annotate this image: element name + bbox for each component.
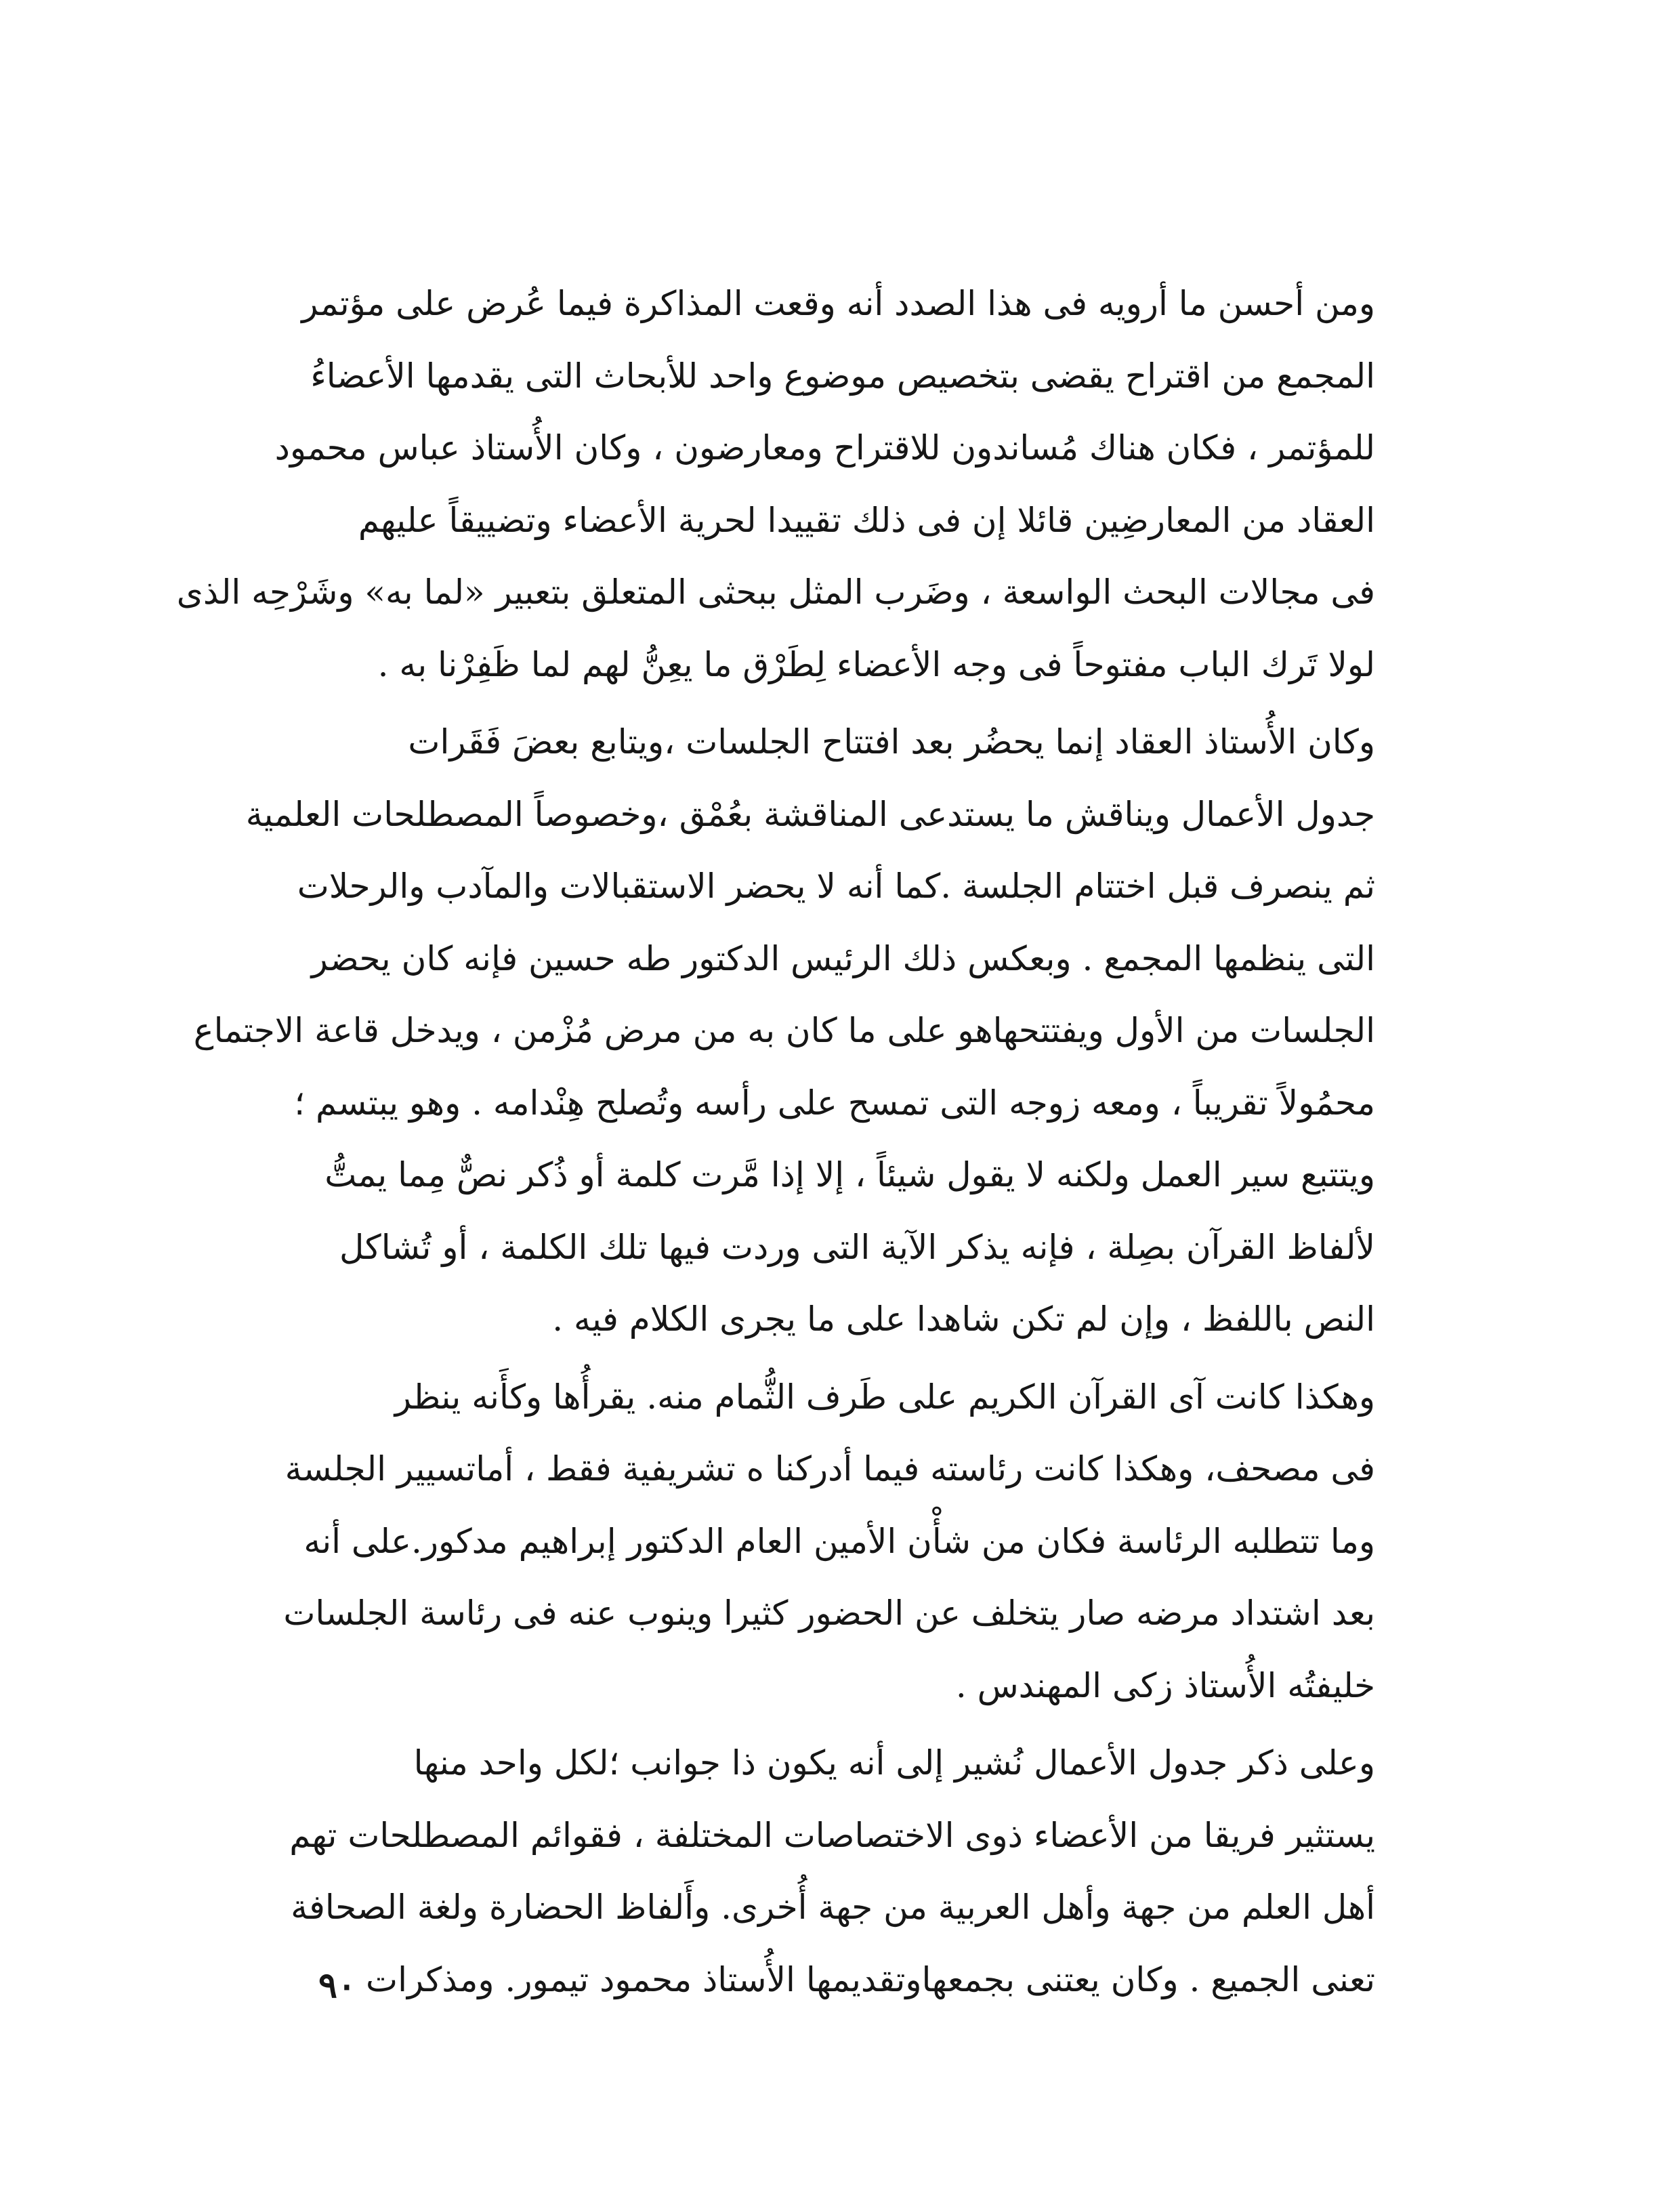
- text-line: التى ينظمها المجمع . وبعكس ذلك الرئيس الدكتور طه حسين فإنه كان يحضر: [311, 938, 1375, 978]
- paragraph-1: [176, 268, 1375, 701]
- text-line: وكان الأُستاذ العقاد إنما يحضُر بعد افتتاح الجلسات ،ويتابع بعضَ فَقَرات: [408, 722, 1375, 762]
- text-line: وعلى ذكر جدول الأعمال نُشير إلى أنه يكون ذا جوانب ؛لكل واحد منها: [413, 1743, 1375, 1783]
- text-line: يستثير فريقا من الأعضاء ذوى الاختصاصات المختلفة ، فقوائم المصطلحات تهم: [289, 1815, 1375, 1855]
- paragraph-4: [289, 1727, 1375, 2016]
- text-line: المجمع من اقتراح يقضى بتخصيص موضوع واحد للأبحاث التى يقدمها الأعضاءُ: [310, 356, 1375, 396]
- text-line: وما تتطلبه الرئاسة فكان من شأْن الأمين العام الدكتور إبراهيم مدكور.على أنه: [303, 1521, 1375, 1561]
- text-line: تعنى الجميع . وكان يعتنى بجمعهاوتقديمها الأُستاذ محمود تيمور. ومذكرات: [366, 1959, 1375, 1999]
- text-line: خليفتُه الأُستاذ زكى المهندس .: [955, 1665, 1375, 1705]
- text-line: ثم ينصرف قبل اختتام الجلسة .كما أنه لا يحضر الاستقبالات والمآدب والرحلات: [297, 867, 1375, 906]
- text-line: العقاد من المعارضِين قائلا إن فى ذلك تقييدا لحرية الأعضاء وتضييقاً عليهم: [358, 500, 1375, 540]
- text-line: ومن أحسن ما أرويه فى هذا الصدد أنه وقعت المذاكرة فيما عُرض على مؤتمر: [301, 284, 1375, 323]
- text-line: لولا تَرك الباب مفتوحاً فى وجه الأعضاء لِطَرْق ما يعِنُّ لهم لما ظَفِرْنا به .: [377, 644, 1375, 684]
- text-line: بعد اشتداد مرضه صار يتخلف عن الحضور كثيرا وينوب عنه فى رئاسة الجلسات: [283, 1594, 1375, 1633]
- text-line: وهكذا كانت آى القرآن الكريم على طَرف الثُّمام منه. يقرأُها وكأَنه ينظر: [394, 1377, 1375, 1417]
- text-line: محمُولاً تقريباً ، ومعه زوجه التى تمسح على رأسه وتُصلح هِنْدامه . وهو يبتسم ؛: [294, 1083, 1375, 1123]
- text-line: جدول الأعمال ويناقش ما يستدعى المناقشة بعُمْق ،وخصوصاً المصطلحات العلمية: [245, 794, 1375, 834]
- paragraph-3: [283, 1361, 1375, 1722]
- body-text: [176, 268, 1375, 2021]
- text-line: أهل العلم من جهة وأهل العربية من جهة أُخرى. وأَلفاظ الحضارة ولغة الصحافة: [291, 1888, 1375, 1927]
- page-number: ٩٠: [318, 1965, 356, 2006]
- text-line: النص باللفظ ، وإن لم تكن شاهدا على ما يجرى الكلام فيه .: [552, 1299, 1375, 1339]
- text-line: للمؤتمر ، فكان هناك مُساندون للاقتراح ومعارضون ، وكان الأُستاذ عباس محمود: [274, 428, 1375, 467]
- text-line: فى مصحف، وهكذا كانت رئاسته فيما أدركنا ه تشريفية فقط ، أماتسيير الجلسة: [285, 1449, 1375, 1489]
- text-line: لألفاظ القرآن بصِلة ، فإنه يذكر الآية التى وردت فيها تلك الكلمة ، أو تُشاكل: [339, 1227, 1375, 1267]
- text-line: فى مجالات البحث الواسعة ، وضَرب المثل ببحثى المتعلق بتعبير «لما به» وشَرْحِه الذى: [176, 573, 1375, 612]
- text-line: ويتتبع سير العمل ولكنه لا يقول شيئاً ، إلا إذا مَّرت كلمة أو ذُكر نصٌّ مِما يمتُّ: [324, 1155, 1375, 1194]
- text-line: الجلسات من الأول ويفتتحهاهو على ما كان به من مرض مُزْمن ، ويدخل قاعة الاجتماع: [193, 1011, 1375, 1050]
- paragraph-2: [193, 706, 1375, 1356]
